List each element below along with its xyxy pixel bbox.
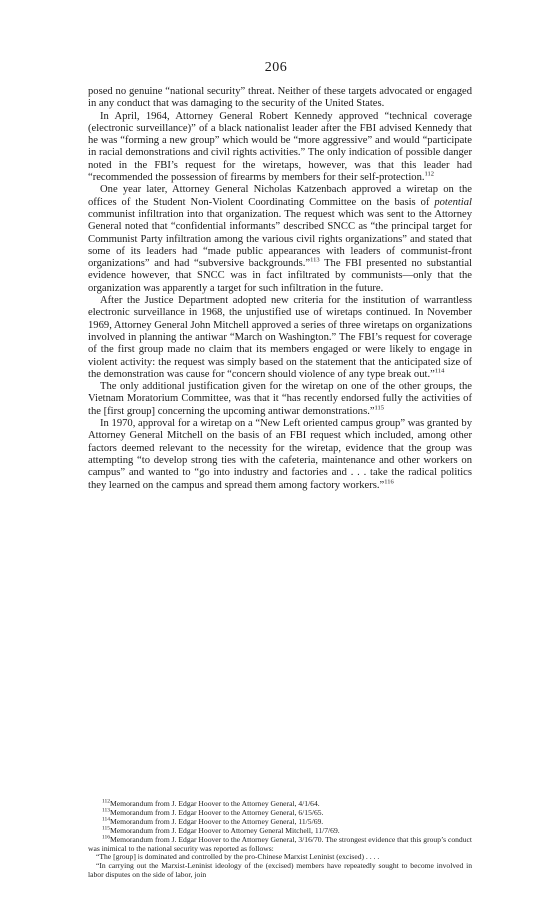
paragraph-text: The only additional justification given for the wiretap on one of the other groups, the Vietnam Moratorium Committee, was that it “has recently endorsed fully the activities of the [first group] concerning the upcoming antiwar demonstrations.” — [88, 381, 472, 417]
paragraph-text: In 1970, approval for a wiretap on a “New Left oriented campus group” was granted by Attorney General Mitchell on the basis of an FBI request which included, among other factors deemed relevant to the necessity for the wiretap, evidence that the group was attempting “to develop strong ties with the cafeteria, maintenance and other workers on campus” and wanted to “go into industry and factories and . . . take the radical politics they learned on the campus and spread them among factory workers.” — [88, 418, 472, 491]
footnote — [88, 836, 472, 854]
page-number: 206 — [264, 60, 288, 75]
footnote-reference: 112 — [424, 170, 435, 178]
emphasized-text: potential — [434, 196, 472, 208]
footnote-reference: 116 — [384, 477, 394, 485]
paragraph — [88, 418, 472, 492]
paragraph — [88, 295, 472, 381]
paragraph — [88, 111, 472, 185]
footnote-number: 114 — [102, 816, 111, 823]
paragraph-text: One year later, Attorney General Nicholas Katzenbach approved a wiretap on the offices of the Student Non-Violent Coordinating Committee on the basis of — [88, 184, 472, 208]
paragraph-text: communist infiltration into that organization. The request which was sent to the Attorney General noted that “confidential informants” described SNCC as “the principal target for Communist Party infiltration among the various civil rights organizations” and stated that some of its leaders had “made public appearances with leaders of communist-front organizations” and had “subversive backgrounds.” — [88, 208, 472, 270]
footnote-text: Memorandum from J. Edgar Hoover to the Attorney General, 3/16/70. The strongest evidence that this group’s conduct was inimical to the national security was reported as follows: — [88, 834, 473, 853]
paragraph-text: The FBI presented no substantial evidence however, that SNCC was in fact infiltrated by communists—only that the organization was apparently a target for such infiltration in the future. — [88, 258, 472, 294]
footnote-reference: 115 — [374, 404, 385, 412]
footnote-quote: “The [group] is dominated and controlled by the pro-Chinese Marxist Leninist (excised) . . . . — [96, 852, 380, 862]
footnote-number: 112 — [102, 798, 111, 805]
footnote-number: 116 — [102, 834, 111, 841]
footnote-text: Memorandum from J. Edgar Hoover to the Attorney General, 6/15/65. — [110, 807, 324, 817]
footnote-text: Memorandum from J. Edgar Hoover to the Attorney General, 11/5/69. — [110, 816, 324, 826]
paragraph — [88, 381, 472, 418]
paragraph-text: After the Justice Department adopted new criteria for the institution of warrantless electronic surveillance in 1968, the unjustified use of wiretaps continued. In November 1969, Attorney General John Mitchell approved a series of three wiretaps on organizations involved in planning the antiwar “March on Washington.” The FBI’s request for coverage of the first group made no claim that its members engaged or were likely to engage in violent activity: the request was simply based on the statement that the anticipated size of the demonstration was cause for “concern should violence of any type break out.” — [88, 295, 472, 380]
footnote-number: 113 — [102, 807, 111, 814]
footnote-quote: “In carrying out the Marxist-Leninist ideology of the (excised) members have repeatedly sought to become involved in labor disputes on the side of labor, join — [88, 861, 472, 880]
footnote-number: 115 — [102, 825, 111, 832]
body-text — [88, 86, 472, 492]
paragraph — [88, 86, 472, 111]
footnote-text: Memorandum from J. Edgar Hoover to Attorney General Mitchell, 11/7/69. — [110, 825, 340, 835]
footnotes — [88, 800, 472, 880]
paragraph-text: posed no genuine “national security” threat. Neither of these targets advocated or engaged in any conduct that was damaging to the security of the United States. — [88, 86, 472, 110]
footnote-text: Memorandum from J. Edgar Hoover to the Attorney General, 4/1/64. — [110, 799, 320, 808]
paragraph — [88, 184, 472, 295]
paragraph-text: In April, 1964, Attorney General Robert Kennedy approved “technical coverage (electronic surveillance)” of a black nationalist leader after the FBI advised Kennedy that he was “forming a new group” which would be “more aggressive” and would “participate in racial demonstrations and civil rights activities.” The only indication of possible danger noted in the FBI’s request for the wiretaps, however, was that this leader had “recommended the possession of firearms by members for their self-protection. — [88, 110, 472, 184]
footnote-reference: 114 — [434, 367, 445, 375]
footnote-reference: 113 — [310, 256, 320, 264]
